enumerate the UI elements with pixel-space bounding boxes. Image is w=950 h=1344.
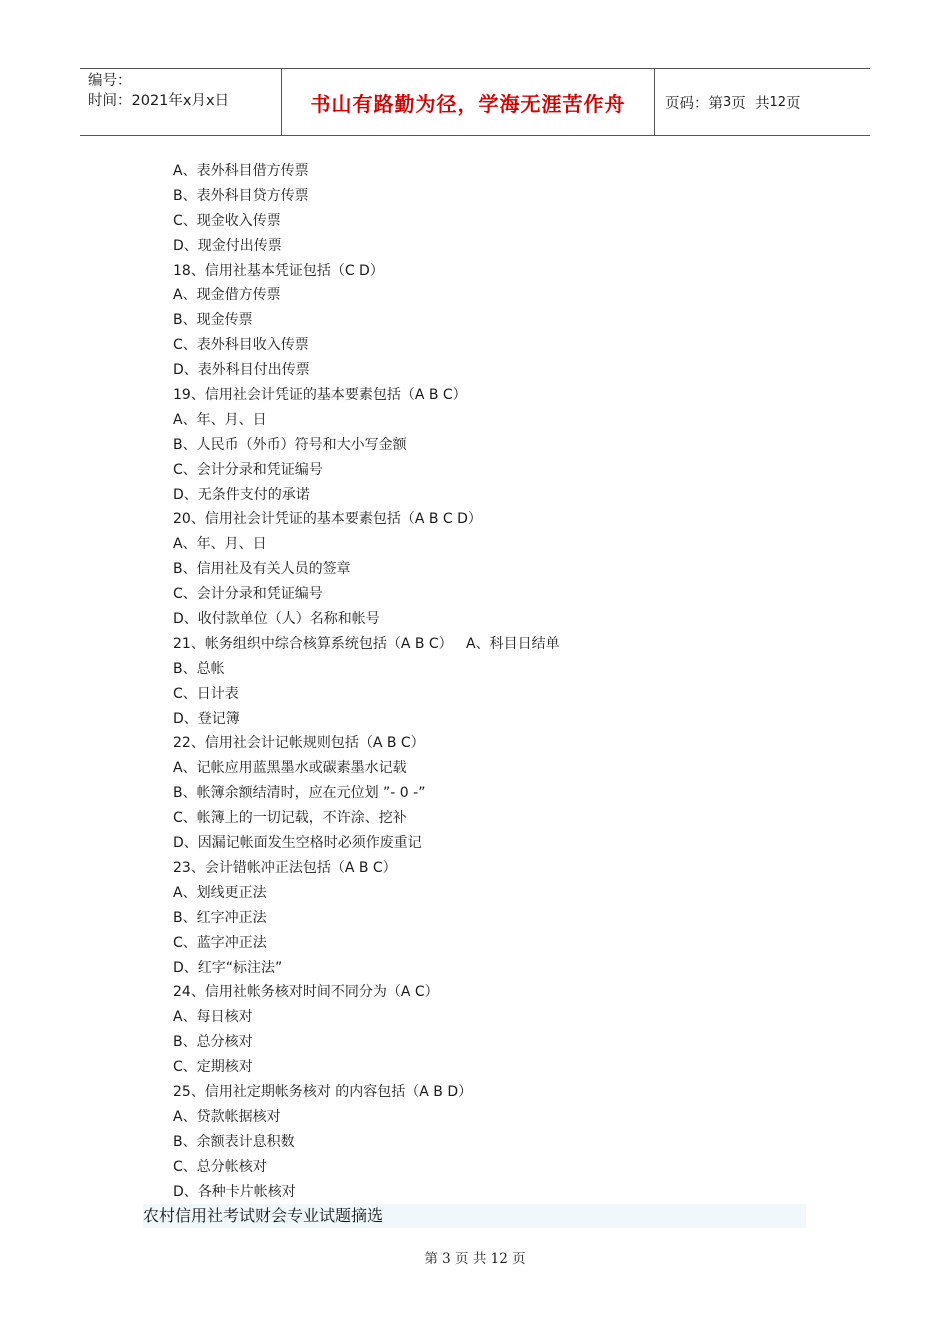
option-line: A、划线更正法 xyxy=(173,884,267,901)
option-line: D、表外科目付出传票 xyxy=(173,362,310,379)
option-line: A、贷款帐据核对 xyxy=(173,1108,281,1125)
page-prefix: 页码：第 xyxy=(665,95,723,112)
option-line: A、表外科目借方传票 xyxy=(173,163,309,179)
option-line: B、人民币（外币）符号和大小写金额 xyxy=(173,436,407,453)
option-line: C、蓝字冲正法 xyxy=(173,934,267,951)
option-line: D、无条件支付的承诺 xyxy=(173,486,310,503)
question-line: 20、信用社会计凭证的基本要素包括（A B C D） xyxy=(173,511,482,528)
question-line: 24、信用社帐务核对时间不同分为（A C） xyxy=(173,984,439,1001)
question-line: 19、信用社会计凭证的基本要素包括（A B C） xyxy=(173,387,467,404)
option-line: D、各种卡片帐核对 xyxy=(173,1183,296,1200)
option-line: A、每日核对 xyxy=(173,1009,253,1026)
code-label: 编号： xyxy=(88,73,132,89)
option-line: A、记帐应用蓝黑墨水或碳素墨水记载 xyxy=(173,760,407,777)
page-total: 12 xyxy=(769,94,787,110)
option-line: C、会计分录和凭证编号 xyxy=(173,461,323,478)
option-line: B、现金传票 xyxy=(173,312,253,329)
page-mid: 页 共 xyxy=(731,95,770,112)
option-line: B、红字冲正法 xyxy=(173,909,267,926)
page-suffix: 页 xyxy=(786,95,801,112)
option-line: B、总分核对 xyxy=(173,1034,253,1051)
date-line: 时间：2021年x月x日 xyxy=(88,93,230,109)
option-line: C、帐簿上的一切记载，不许涂、挖补 xyxy=(173,810,407,827)
option-line: D、红字“标注法” xyxy=(173,959,283,976)
option-line: D、现金付出传票 xyxy=(173,237,282,254)
document-title-band: 农村信用社考试财会专业试题摘选 xyxy=(143,1204,806,1228)
page-footer: 第 3 页 共 12 页 xyxy=(424,1251,526,1267)
page-header xyxy=(80,68,870,136)
question-list xyxy=(173,159,560,1204)
option-line: C、总分帐核对 xyxy=(173,1158,267,1175)
question-line: 18、信用社基本凭证包括（C D） xyxy=(173,262,384,279)
question-line: 23、会计错帐冲正法包括（A B C） xyxy=(173,859,397,876)
option-line: B、信用社及有关人员的签章 xyxy=(173,561,351,578)
header-left xyxy=(80,69,282,135)
option-line: C、定期核对 xyxy=(173,1059,253,1076)
header-motto: 书山有路勤为径，学海无涯苦作舟 xyxy=(282,69,655,135)
option-line: C、现金收入传票 xyxy=(173,212,281,229)
header-page-info xyxy=(655,69,870,135)
page-number: 3 xyxy=(723,94,732,110)
option-line: A、现金借方传票 xyxy=(173,287,281,304)
option-line: D、因漏记帐面发生空格时必须作废重记 xyxy=(173,835,422,852)
option-line: D、收付款单位（人）名称和帐号 xyxy=(173,611,380,628)
option-line: B、帐簿余额结清时，应在元位划 ”- 0 -” xyxy=(173,785,426,802)
option-line: B、表外科目贷方传票 xyxy=(173,187,309,204)
question-line: 21、帐务组织中综合核算系统包括（A B C） A、科目日结单 xyxy=(173,635,560,652)
question-line: 25、信用社定期帐务核对 的内容包括（A B D） xyxy=(173,1083,473,1100)
option-line: B、总帐 xyxy=(173,660,225,677)
option-line: B、余额表计息积数 xyxy=(173,1133,295,1150)
option-line: A、年、月、日 xyxy=(173,411,267,428)
option-line: C、日计表 xyxy=(173,685,239,702)
option-line: D、登记簿 xyxy=(173,710,240,727)
question-line: 22、信用社会计记帐规则包括（A B C） xyxy=(173,735,425,752)
option-line: C、会计分录和凭证编号 xyxy=(173,586,323,603)
option-line: C、表外科目收入传票 xyxy=(173,337,309,354)
option-line: A、年、月、日 xyxy=(173,536,267,553)
